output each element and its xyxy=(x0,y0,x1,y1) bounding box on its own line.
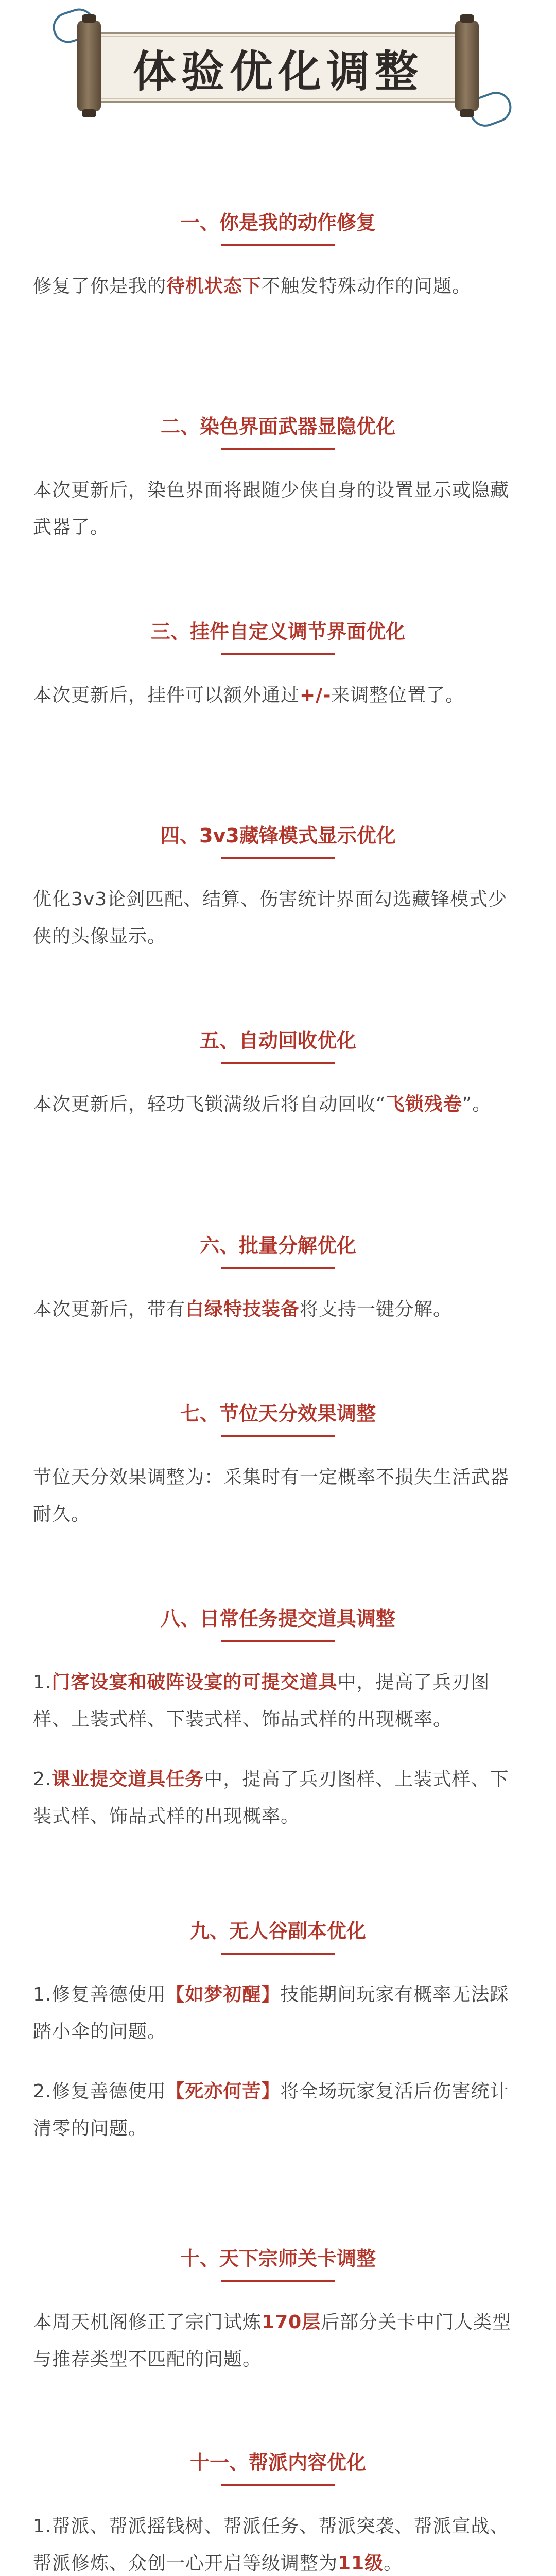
heading-underline xyxy=(221,244,335,246)
highlight-text: 飞锁残卷 xyxy=(386,1094,462,1115)
section-4 xyxy=(0,821,556,955)
section-5 xyxy=(0,1026,556,1123)
section-paragraph xyxy=(33,2073,523,2147)
highlight-text: 白绿特技装备 xyxy=(185,1299,300,1320)
body-text: 后部分关卡中门人类型与推荐类型不匹配的问题。 xyxy=(33,2312,512,2370)
section-paragraph xyxy=(33,1459,523,1533)
section-paragraph xyxy=(33,2304,523,2378)
section-paragraph xyxy=(33,1976,523,2050)
section-heading: 八、日常任务提交道具调整 xyxy=(160,1607,395,1630)
section-heading: 一、你是我的动作修复 xyxy=(180,211,376,234)
section-3 xyxy=(0,617,556,714)
heading-underline xyxy=(221,2484,335,2486)
heading-underline xyxy=(221,2280,335,2282)
highlight-text: 待机状态下 xyxy=(166,276,262,297)
section-heading: 三、挂件自定义调节界面优化 xyxy=(150,620,405,643)
section-heading: 二、染色界面武器显隐优化 xyxy=(160,415,395,438)
highlight-text: 课业提交道具任务 xyxy=(51,1769,204,1790)
section-9 xyxy=(0,1917,556,2147)
body-text: 将支持一键分解。 xyxy=(300,1299,453,1320)
section-paragraph xyxy=(33,881,523,955)
section-paragraph xyxy=(33,268,523,305)
body-text: 本次更新后，轻功飞锁满级后将自动回收“ xyxy=(33,1094,386,1115)
section-10 xyxy=(0,2244,556,2378)
body-text: 中，提高了兵刃图样、上装式样、下装式样、饰品式样的出现概率。 xyxy=(33,1672,490,1730)
section-paragraph xyxy=(33,2508,523,2576)
heading-underline xyxy=(221,448,335,450)
highlight-text: 【如梦初醒】 xyxy=(166,1984,281,2005)
body-text: 本周天机阁修正了宗门试炼 xyxy=(33,2312,262,2333)
section-heading: 九、无人谷副本优化 xyxy=(189,1920,366,1942)
section-heading: 五、自动回收优化 xyxy=(199,1029,356,1052)
body-text: 2.修复善德使用 xyxy=(33,2081,166,2102)
body-text: 将全场玩家复活后伤害统计清零的问题。 xyxy=(33,2081,509,2139)
section-paragraph xyxy=(33,1291,523,1328)
highlight-text: 11级 xyxy=(338,2553,384,2574)
body-text: 1.帮派、帮派摇钱树、帮派任务、帮派突袭、帮派宣战、帮派修炼、众创一心开启等级调整为 xyxy=(33,2516,509,2574)
section-11 xyxy=(0,2448,556,2576)
body-text: 。 xyxy=(384,2553,403,2574)
body-text: 1. xyxy=(33,1672,52,1693)
body-text: 1.修复善德使用 xyxy=(33,1984,166,2005)
section-heading: 十、天下宗师关卡调整 xyxy=(180,2247,376,2270)
body-text: 不触发特殊动作的问题。 xyxy=(262,276,472,297)
body-text: 本次更新后，带有 xyxy=(33,1299,186,1320)
body-text: 中，提高了兵刃图样、上装式样、下装式样、饰品式样的出现概率。 xyxy=(33,1769,509,1827)
body-text: 修复了你是我的 xyxy=(33,276,167,297)
section-paragraph xyxy=(33,1664,523,1738)
highlight-text: 【死亦何苦】 xyxy=(166,2081,281,2102)
banner xyxy=(0,0,556,135)
section-heading: 七、节位天分效果调整 xyxy=(180,1402,376,1425)
body-text: 来调整位置了。 xyxy=(331,685,465,706)
section-paragraph xyxy=(33,472,523,546)
body-text: 本次更新后，挂件可以额外通过 xyxy=(33,685,300,706)
body-text: 优化3v3论剑匹配、结算、伤害统计界面勾选藏锋模式少侠的头像显示。 xyxy=(33,889,508,947)
heading-underline xyxy=(221,1062,335,1064)
heading-underline xyxy=(221,857,335,859)
section-7 xyxy=(0,1399,556,1533)
section-2 xyxy=(0,412,556,546)
body-text: 技能期间玩家有概率无法踩踏小伞的问题。 xyxy=(33,1984,509,2042)
section-heading: 四、3v3藏锋模式显示优化 xyxy=(160,824,396,847)
section-paragraph xyxy=(33,677,523,714)
body-text: 本次更新后，染色界面将跟随少侠自身的设置显示或隐藏武器了。 xyxy=(33,480,510,538)
heading-underline xyxy=(221,653,335,655)
section-6 xyxy=(0,1231,556,1328)
highlight-text: 170层 xyxy=(262,2312,321,2333)
section-1 xyxy=(0,208,556,305)
section-8 xyxy=(0,1604,556,1835)
section-heading: 十一、帮派内容优化 xyxy=(189,2451,366,2474)
section-heading: 六、批量分解优化 xyxy=(199,1234,356,1257)
body-text: 节位天分效果调整为：采集时有一定概率不损失生活武器耐久。 xyxy=(33,1467,510,1525)
body-text: ”。 xyxy=(462,1094,492,1115)
section-paragraph xyxy=(33,1761,523,1835)
highlight-text: +/- xyxy=(300,685,332,706)
body-text: 2. xyxy=(33,1769,52,1790)
banner-title: 体验优化调整 xyxy=(132,45,423,97)
heading-underline xyxy=(221,1435,335,1437)
heading-underline xyxy=(221,1267,335,1269)
heading-underline xyxy=(221,1640,335,1642)
section-paragraph xyxy=(33,1086,523,1123)
highlight-text: 门客设宴和破阵设宴的可提交道具 xyxy=(51,1672,338,1693)
heading-underline xyxy=(221,1953,335,1955)
